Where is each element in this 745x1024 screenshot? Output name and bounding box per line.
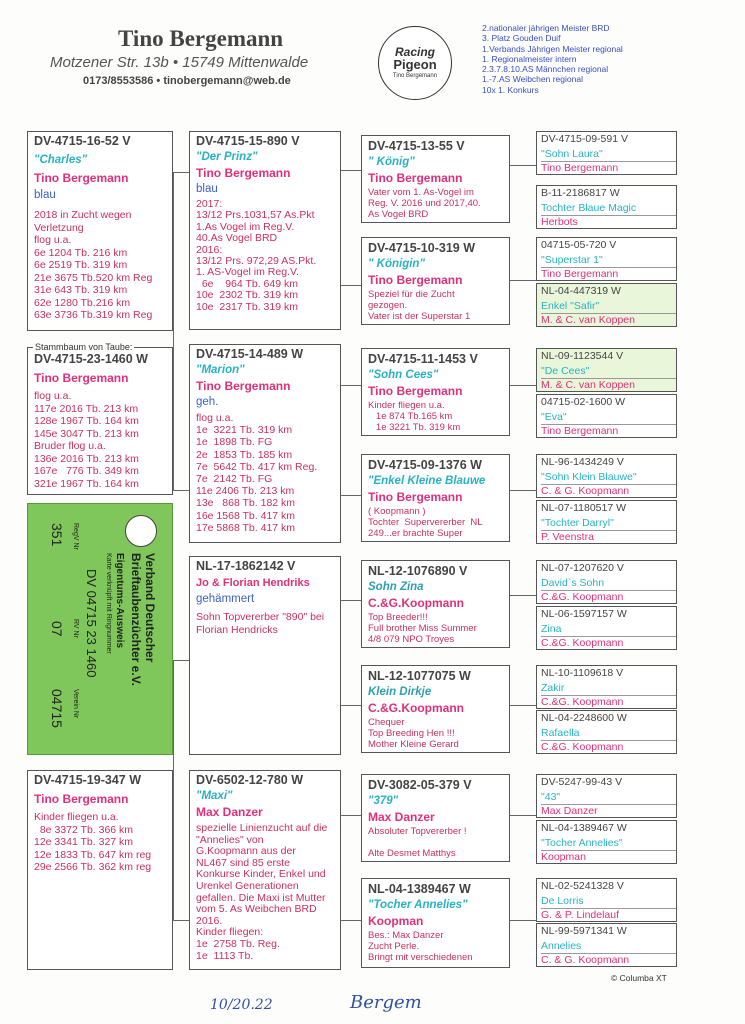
handwritten-signature: Bergem — [350, 992, 422, 1013]
great-grandparent-breeder: C. & G. Koopmann — [541, 953, 676, 967]
grandparent-breeder: C.&G.Koopmann — [368, 701, 464, 715]
great-grandparent-card[interactable] — [536, 237, 677, 281]
great-grandparent-breeder: Tino Bergemann — [541, 267, 676, 281]
parent-color: geh. — [196, 396, 219, 408]
parent-breeder: Tino Bergemann — [196, 379, 291, 393]
connector — [341, 920, 361, 921]
grandparent-card[interactable] — [361, 774, 510, 862]
card-verein-label: Verein Nr — [72, 689, 79, 719]
grandparent-card[interactable] — [361, 237, 510, 325]
grandparent-card[interactable] — [361, 560, 510, 648]
great-grandparent-breeder: C.&G. Koopmann — [541, 695, 676, 709]
achievement-item: 1.Verbands Jährigen Meister regional — [482, 43, 623, 54]
connector — [173, 660, 174, 920]
copyright: © Columba XT — [611, 973, 667, 983]
grandparent-name: "Enkel Kleine Blauwe — [368, 475, 486, 487]
connector — [341, 385, 361, 386]
grandparent-card[interactable] — [361, 454, 510, 542]
connector — [510, 815, 536, 816]
subject-performance: 2018 in Zucht wegen Verletzung flog u.a. 6e 1204 Tb. 216 km 6e 2519 Tb. 319 km 21e 3675 Tb.520 km Reg 31e 643 Tb. 319 km 62e 1280 Tb.216 km 63e 3736 Tb.319 km Reg — [34, 209, 153, 321]
great-grandparent-breeder: G. & P. Lindelauf — [541, 908, 676, 922]
great-grandparent-breeder: C.&G. Koopmann — [541, 740, 676, 754]
grandparent-breeder: Max Danzer — [368, 810, 435, 824]
great-grandparent-card[interactable] — [536, 665, 677, 709]
great-grandparent-name: "De Cees" — [541, 365, 590, 377]
grandparent-name: Sohn Zina — [368, 581, 424, 593]
great-grandparent-ring: 04715-02-1600 W — [541, 396, 626, 408]
logo-pigeon: Pigeon — [393, 57, 437, 72]
parent-card[interactable] — [189, 131, 341, 330]
stammbaum-card[interactable] — [27, 347, 173, 495]
subject-ring: DV-4715-16-52 V — [34, 134, 131, 148]
parent-ring: DV-6502-12-780 W — [196, 773, 304, 787]
card-emblem-icon — [125, 515, 157, 547]
parent-name: Jo & Florian Hendriks — [196, 577, 310, 589]
subject-breeder: Tino Bergemann — [34, 171, 129, 185]
grandparent-name: "Tocher Annelies" — [368, 899, 468, 911]
sire-breeder: Tino Bergemann — [34, 792, 129, 806]
parent-color: blau — [196, 183, 218, 195]
great-grandparent-card[interactable] — [536, 394, 677, 438]
stammbaum-breeder: Tino Bergemann — [34, 371, 129, 385]
parent-performance: 2017: 13/12 Prs.1031,57 As.Pkt 1.As Vogel im Reg.V. 40.As Vogel BRD 2016: 13/12 Prs. 972,29 AS.Pkt. 1. AS-Vogel im Reg.V. 6e 964 Tb. 649 km 10e 2302 Tb. 319 km 10e 2317 Tb. 319 km — [196, 198, 317, 313]
parent-performance: flog u.a. 1e 3221 Tb. 319 km 1e 1898 Tb. FG 2e 1853 Tb. 185 km 7e 5642 Tb. 417 km Reg. 7e 2142 Tb. FG 11e 2406 Tb. 213 km 13e 868 Tb. 182 km 16e 1568 Tb. 417 km 17e 5868 Tb. 417 km — [196, 412, 318, 534]
great-grandparent-card[interactable] — [536, 560, 677, 604]
card-regv-label: RegV Nr — [72, 523, 79, 550]
grandparent-breeder: Tino Bergemann — [368, 490, 463, 504]
parent-ring: DV-4715-14-489 W — [196, 347, 304, 361]
connector — [510, 920, 536, 921]
great-grandparent-name: "Sohn Laura" — [541, 148, 603, 160]
achievement-item: 3. Platz Gouden Duif — [482, 33, 561, 44]
great-grandparent-card[interactable] — [536, 348, 677, 392]
great-grandparent-card[interactable] — [536, 454, 677, 498]
great-grandparent-breeder: P. Veenstra — [541, 530, 676, 544]
parent-ring: NL-17-1862142 V — [196, 559, 296, 573]
header-name: Tino Bergemann — [118, 26, 284, 51]
great-grandparent-ring: NL-02-5241328 V — [541, 880, 624, 892]
grandparent-breeder: Tino Bergemann — [368, 171, 463, 185]
grandparent-name: "379" — [368, 795, 399, 807]
great-grandparent-breeder: M. & C. van Koppen — [541, 313, 676, 327]
great-grandparent-card[interactable] — [536, 878, 677, 922]
parent-name: "Marion" — [196, 364, 245, 376]
great-grandparent-breeder: Max Danzer — [541, 804, 676, 818]
grandparent-ring: NL-12-1076890 V — [368, 564, 468, 578]
stammbaum-label: Stammbaum von Taube: — [35, 342, 133, 352]
logo-racing: Racing — [394, 45, 435, 59]
achievement-item: 2.3.7.8.10.AS Männchen regional — [482, 64, 609, 75]
achievement-item: 2.nationaler jährigen Meister BRD — [482, 23, 610, 33]
parent-performance: Sohn Topvererber "890" bei Florian Hendricks — [196, 611, 325, 636]
grandparent-ring: DV-4715-11-1453 V — [368, 352, 478, 366]
header-address: Motzener Str. 13b • 15749 Mittenwalde — [50, 54, 309, 71]
connector — [341, 815, 361, 816]
grandparent-ring: DV-4715-13-55 V — [368, 139, 465, 153]
grandparent-name: Klein Dirkje — [368, 686, 432, 698]
connector — [510, 705, 536, 706]
grandparent-ring: DV-4715-10-319 W — [368, 241, 476, 255]
great-grandparent-breeder: M. & C. van Koppen — [541, 378, 676, 392]
great-grandparent-name: Zakir — [541, 682, 565, 694]
connector — [341, 705, 361, 706]
parent-name: "Der Prinz" — [196, 151, 258, 163]
parent-card[interactable] — [189, 770, 341, 970]
grandparent-name: "Sohn Cees" — [368, 369, 439, 381]
great-grandparent-name: "43" — [541, 791, 561, 803]
grandparent-ring: DV-4715-09-1376 W — [368, 458, 482, 472]
great-grandparent-card[interactable] — [536, 606, 677, 650]
great-grandparent-ring: NL-09-1123544 V — [541, 350, 624, 362]
grandparent-card[interactable] — [361, 348, 510, 436]
grandparent-breeder: Koopman — [368, 914, 424, 928]
great-grandparent-breeder: C.&G. Koopmann — [541, 636, 676, 650]
subject-name: "Charles" — [34, 154, 88, 166]
card-rv-label: RV Nr — [72, 619, 79, 638]
sire-ring: DV-4715-19-347 W — [34, 773, 142, 787]
grandparent-note: Top Breeder!!! Full brother Miss Summer 4/8 079 NPO Troyes — [368, 612, 477, 645]
logo-owner: Tino Bergemann — [392, 73, 438, 79]
card-rv: 07 — [49, 621, 65, 637]
card-note: Karte verknüpft mit Ringnummer — [105, 553, 112, 654]
stammbaum-ring: DV-4715-23-1460 W — [34, 352, 148, 366]
great-grandparent-name: "Superstar 1" — [541, 254, 603, 266]
great-grandparent-name: Tochter Blaue Magic — [541, 202, 637, 214]
great-grandparent-breeder: Herbots — [541, 215, 676, 229]
grandparent-note: Vater vom 1. As-Vogel im Reg. V. 2016 und 2017,40. As Vogel BRD — [368, 187, 481, 220]
great-grandparent-name: Rafaella — [541, 727, 580, 739]
achievement-item: 1.-7.AS Weibchen regional — [482, 74, 583, 85]
parent-color: gehämmert — [196, 593, 255, 605]
great-grandparent-name: "Eva" — [541, 411, 567, 423]
connector — [510, 280, 536, 281]
stammbaum-performance: flog u.a. 117e 2016 Tb. 213 km 128e 1967 Tb. 164 km 145e 3047 Tb. 213 km Bruder flog u.a. 136e 2016 Tb. 213 km 167e 776 Tb. 349 km 321e 1967 Tb. 164 km — [34, 390, 139, 490]
grandparent-ring: DV-3082-05-379 V — [368, 778, 472, 792]
great-grandparent-card[interactable] — [536, 774, 677, 818]
grandparent-breeder: Tino Bergemann — [368, 273, 463, 287]
header-contact: 0173/8553586 • tinobergemann@web.de — [83, 75, 291, 87]
subject-pigeon-card[interactable] — [27, 131, 173, 331]
parent-breeder: Tino Bergemann — [196, 166, 291, 180]
great-grandparent-ring: NL-04-2248600 W — [541, 712, 627, 724]
great-grandparent-name: "Sohn Klein Blauwe" — [541, 471, 637, 483]
great-grandparent-ring: B-11-2186817 W — [541, 187, 620, 199]
great-grandparent-ring: NL-04-447319 W — [541, 285, 621, 297]
great-grandparent-card[interactable] — [536, 500, 677, 544]
great-grandparent-breeder: C.&G. Koopmann — [541, 590, 676, 604]
achievements-list — [482, 23, 623, 95]
great-grandparent-name: De Lorris — [541, 895, 584, 907]
great-grandparent-name: "Tocher Annelies" — [541, 837, 623, 849]
achievement-item: 1. Regionalmeister intern — [482, 53, 577, 64]
parent-ring: DV-4715-15-890 V — [196, 134, 300, 148]
grandparent-breeder: Tino Bergemann — [368, 384, 463, 398]
great-grandparent-card[interactable] — [536, 185, 677, 229]
subject-color: blau — [34, 189, 56, 201]
great-grandparent-ring: NL-96-1434249 V — [541, 456, 624, 468]
grandparent-card[interactable] — [361, 878, 510, 968]
great-grandparent-ring: NL-04-1389467 W — [541, 822, 627, 834]
great-grandparent-ring: DV-4715-09-591 V — [541, 133, 628, 145]
parent-performance: spezielle Linienzucht auf die "Annelies" von G.Koopmann aus der NL467 sind 85 erste Konkurse Kinder, Enkel und Urenkel Generationen gefallen. Die Maxi ist Mutter vom 5. As Weibchen BRD 2016. Kinder fliegen: 1e 2758 Tb. Reg. 1e 1113 Tb. — [196, 822, 328, 962]
card-title-1: Verband Deutscher — [143, 553, 157, 663]
grandparent-note: Kinder fliegen u.a. 1e 874 Tb.165 km 1e 3221 Tb. 319 km — [368, 400, 461, 433]
great-grandparent-ring: NL-10-1109618 V — [541, 667, 624, 679]
connector — [173, 920, 189, 921]
sire-card[interactable] — [27, 770, 173, 970]
grandparent-note: Bes.: Max Danzer Zucht Perle. Bringt mit verschiedenen — [368, 930, 473, 963]
parent-card[interactable] — [189, 344, 341, 543]
great-grandparent-ring: DV-5247-99-43 V — [541, 776, 623, 788]
connector — [510, 490, 536, 491]
great-grandparent-breeder: C. & G. Koopmann — [541, 484, 676, 498]
great-grandparent-ring: 04715-05-720 V — [541, 239, 617, 251]
great-grandparent-breeder: Koopman — [541, 850, 676, 864]
grandparent-ring: NL-12-1077075 W — [368, 669, 471, 683]
great-grandparent-breeder: Tino Bergemann — [541, 161, 676, 175]
connector — [341, 285, 361, 286]
grandparent-breeder: C.&G.Koopmann — [368, 596, 464, 610]
great-grandparent-card[interactable] — [536, 283, 677, 327]
card-subtitle: Eigentums-Ausweis — [114, 553, 125, 649]
parent-name: "Maxi" — [196, 790, 233, 802]
great-grandparent-name: David`s Sohn — [541, 577, 605, 589]
grandparent-note: ( Koopmann ) Tochter Supervererber NL 249...er brachte Super — [368, 506, 483, 539]
grandparent-note: Absoluter Topvererber ! Alte Desmet Matthys — [368, 826, 467, 859]
great-grandparent-ring: NL-99-5971341 W — [541, 925, 627, 937]
racing-pigeon-logo — [378, 26, 452, 100]
connector — [173, 172, 189, 173]
sire-performance: Kinder fliegen u.a. 8e 3372 Tb. 366 km 12e 3341 Tb. 327 km 12e 1833 Tb. 647 km reg 29e 2566 Tb. 362 km reg — [34, 811, 152, 873]
great-grandparent-card[interactable] — [536, 131, 677, 175]
card-verein: 04715 — [49, 689, 65, 728]
connector — [173, 172, 174, 490]
ownership-card — [27, 503, 173, 755]
great-grandparent-ring: NL-07-1207620 V — [541, 562, 624, 574]
great-grandparent-name: Annelies — [541, 940, 582, 952]
great-grandparent-ring: NL-07-1180517 W — [541, 502, 627, 514]
great-grandparent-card[interactable] — [536, 710, 677, 754]
grandparent-name: " König" — [368, 156, 415, 168]
connector — [510, 165, 536, 166]
grandparent-note: Chequer Top Breeding Hen !!! Mother Kleine Gerard — [368, 717, 459, 750]
connector — [173, 490, 189, 491]
connector — [173, 660, 189, 661]
connector — [341, 170, 361, 171]
connector — [510, 385, 536, 386]
card-regv: 351 — [49, 523, 65, 547]
great-grandparent-name: Zina — [541, 623, 562, 635]
great-grandparent-name: "Tochter Darryl" — [541, 517, 614, 529]
connector — [341, 495, 361, 496]
great-grandparent-breeder: Tino Bergemann — [541, 424, 676, 438]
grandparent-name: " Königin" — [368, 258, 425, 270]
parent-card[interactable] — [189, 556, 341, 755]
card-title-2: Brieftaubenzüchter e.V. — [129, 553, 143, 686]
great-grandparent-card[interactable] — [536, 923, 677, 967]
card-ring-number: DV 04715 23 1460 — [84, 569, 99, 678]
great-grandparent-ring: NL-06-1597157 W — [541, 608, 627, 620]
grandparent-card[interactable] — [361, 135, 510, 223]
handwritten-date: 10/20.22 — [210, 997, 273, 1013]
connector — [510, 595, 536, 596]
connector — [341, 600, 361, 601]
great-grandparent-card[interactable] — [536, 820, 677, 864]
great-grandparent-name: Enkel "Safir" — [541, 300, 600, 312]
grandparent-ring: NL-04-1389467 W — [368, 882, 471, 896]
grandparent-card[interactable] — [361, 665, 510, 753]
achievement-item: 10x 1. Konkurs — [482, 84, 539, 95]
grandparent-note: Speziel für die Zucht gezogen. Vater ist der Superstar 1 — [368, 289, 471, 322]
parent-breeder: Max Danzer — [196, 805, 263, 819]
